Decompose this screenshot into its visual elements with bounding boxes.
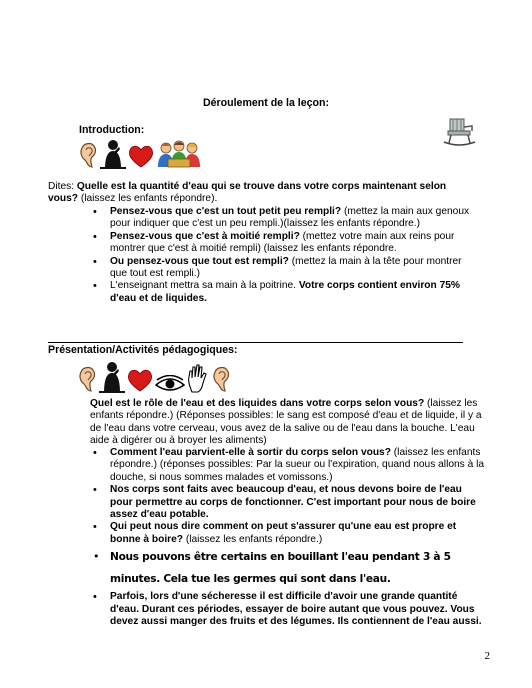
group-of-children-icon (156, 139, 202, 169)
bullet-text: (laissez les enfants répondre.) (183, 533, 323, 545)
question-bold-text: Quel est le rôle de l'eau et des liquides dans votre corps selon vous? (90, 398, 425, 409)
bullet-bold-text: Votre corps contient environ 75% d'eau et de liquides. (110, 280, 460, 304)
bullet-bold-text: Pensez-vous que c'est un tout petit peu rempli? (110, 206, 342, 217)
lesson-heading: Déroulement de la leçon: (203, 97, 329, 109)
list-item (110, 484, 484, 521)
list-item (110, 546, 484, 590)
bullet-bold-text: Nous pouvons être certains en bouillant l'eau pendant 3 à 5 minutes. Cela tue les germes qui sont dans l'eau. (110, 551, 451, 586)
list-item (110, 521, 484, 546)
rocking-chair-icon (442, 117, 476, 147)
heart-icon (128, 145, 154, 169)
bullet-bold-text: Comment l'eau parvient-elle à sortir du corps selon vous? (110, 447, 391, 458)
bullet-text: (laissez les enfants répondre.) (réponses possibles: Par la sueur ou l'expiration, quand nous allons à la douche, si nous sommes malades et vomissons.) (110, 447, 485, 483)
intro-bullet-list (110, 206, 480, 305)
presentation-icon-row (77, 361, 231, 393)
hand-icon (187, 363, 209, 393)
ear-icon (211, 365, 231, 393)
list-item (110, 206, 480, 231)
bullet-text: (mettez votre main aux reins pour montrer que c'est à moitié rempli) (laissez les enfants répondre. (110, 230, 455, 255)
presentation-label: Présentation/Activités pédagogiques: (48, 344, 238, 356)
presentation-bullet-list (110, 447, 484, 628)
bullet-text: (mettez la main à la tête pour montrer que tout est rempli.) (110, 255, 462, 280)
section-divider (48, 342, 463, 343)
page-number: 2 (484, 650, 490, 662)
praying-child-icon (99, 361, 125, 393)
say-label: Dites: (48, 181, 77, 192)
intro-question-bold: Quelle est la quantité d'eau qui se trouve dans votre corps maintenant selon vous? (48, 181, 447, 205)
praying-child-icon (100, 139, 126, 169)
eye-icon (155, 375, 185, 393)
list-item (110, 591, 484, 628)
bullet-bold-text: Nos corps sont faits avec beaucoup d'eau, et nous devons boire de l'eau pour permettre au corps de fonctionner. C'est important pour nous de boire assez d'eau potable. (110, 484, 476, 521)
ear-icon (78, 141, 98, 169)
presentation-first-question (90, 398, 482, 448)
heart-icon (127, 369, 153, 393)
bullet-text: (mettez la main aux genoux pour indiquer que c'est un peu rempli.)(laissez les enfants répondre.) (110, 206, 470, 230)
list-item (110, 231, 480, 256)
bullet-bold-text: Qui peut nous dire comment on peut s'assurer qu'une eau est propre et bonne à boire? (110, 521, 457, 545)
list-item (110, 256, 480, 281)
bullet-bold-text: Parfois, lors d'une sécheresse il est difficile d'avoir une grande quantité d'eau. Durant ces périodes, essayer de boire autant que vous pouvez. Vous devez aussi manger des fruits et des légumes. Ils contiennent de l'eau aussi. (110, 591, 482, 628)
introduction-label: Introduction: (79, 124, 145, 136)
intro-icon-row (78, 139, 202, 169)
ear-icon (77, 365, 97, 393)
list-item (110, 280, 480, 305)
list-item (110, 447, 484, 484)
question-text: (laissez les enfants répondre.) (Réponses possibles: le sang est composé d'eau et de liquide, il y a de l'eau dans votre cerveau, vous avez de la salive ou de l'eau dans la bouche. L'eau aide à digérer ou à broyer les aliments) (90, 398, 482, 447)
bullet-bold-text: Pensez-vous que c'est à moitié rempli? (110, 230, 300, 242)
bullet-text: L'enseignant mettra sa main à la poitrine. (110, 280, 299, 292)
bullet-bold-text: Ou pensez-vous que tout est rempli? (110, 255, 289, 267)
intro-question (48, 181, 478, 206)
intro-question-note: (laissez les enfants répondre). (78, 193, 218, 205)
